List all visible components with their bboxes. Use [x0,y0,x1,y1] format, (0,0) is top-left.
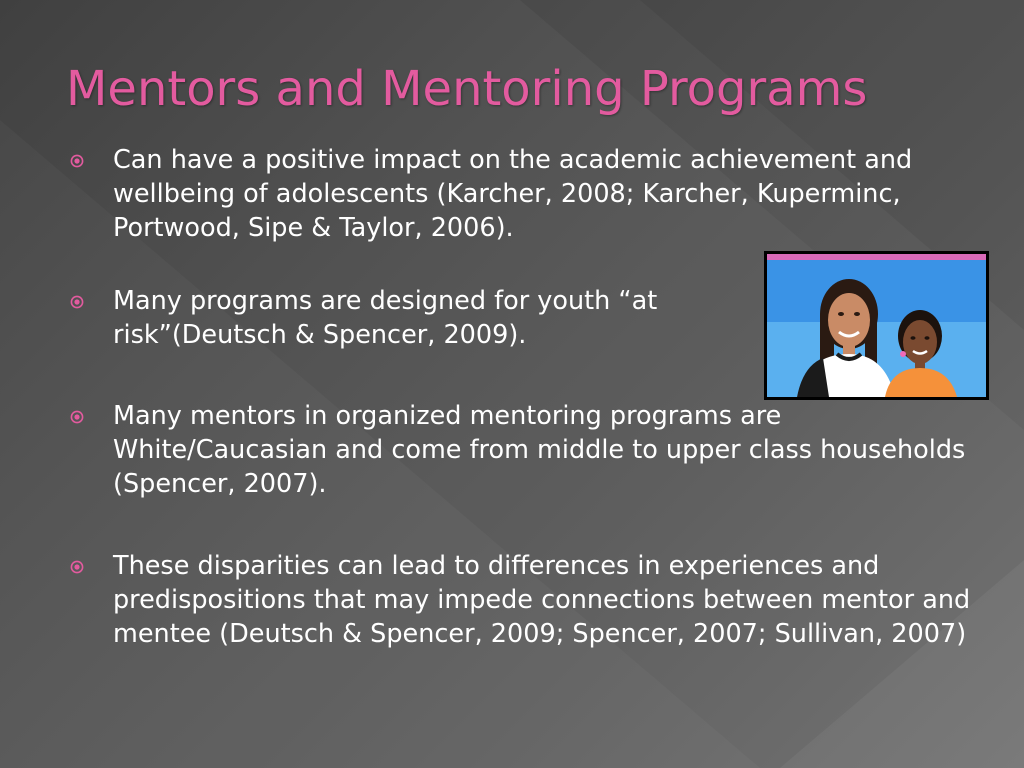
circled-dot-icon [70,560,84,574]
two-girls-photo-illustration [767,254,986,397]
slide-title: Mentors and Mentoring Programs [66,61,868,117]
bullet-text: Many mentors in organized mentoring programs are White/Caucasian and come from middle to upper class households (Spencer, 2007). [113,401,966,499]
bullet-item [70,284,763,352]
bullet-text: These disparities can lead to differences in experiences and predispositions that may impede connections between mentor and mentee (Deutsch & Spencer, 2009; Spencer, 2007; Sullivan, 2007) [113,551,971,649]
bullet-text: Can have a positive impact on the academic achievement and wellbeing of adolescents (Karcher, 2008; Karcher, Kuperminc, Portwood, Sipe & Taylor, 2006). [113,145,913,243]
circled-dot-icon [70,295,84,309]
bullet-item [70,399,993,501]
circled-dot-icon [70,410,84,424]
bullet-item [70,549,993,651]
bullet-text: Many programs are designed for youth “at risk”(Deutsch & Spencer, 2009). [113,286,658,350]
bullet-item [70,143,953,245]
circled-dot-icon [70,154,84,168]
mentoring-photo [764,251,989,400]
